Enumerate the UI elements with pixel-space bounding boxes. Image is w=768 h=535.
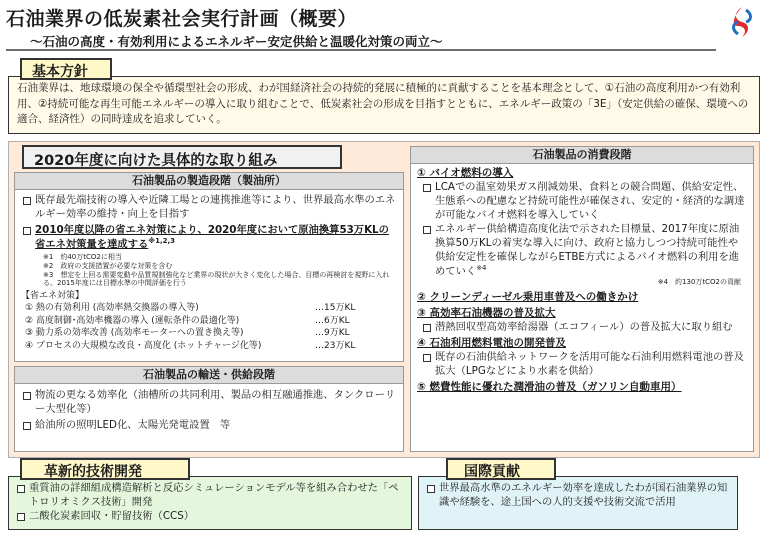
consumption-item-4-heading: ④ 石油利用燃料電池の開発普及 [417,337,567,350]
manufacturing-bullet-2: 2010年度以降の省エネ対策により、2020年度において原油換算53万KLの省エネ対策量を達成する$^{※1,2,3}$ [21,223,397,251]
consumption-item-1-bullet-1: LCAでの温室効果ガス削減効果、食料との競合問題、供給安定性、生態系への配慮など持続可能性が確保され、安定的・経済的な調達が可能なバイオ燃料を導入していく [421,180,747,222]
consumption-header: 石油製品の消費段階 [411,147,753,164]
transport-panel [14,366,404,452]
international-box [418,476,738,530]
consumption-item-3-bullet: 潜熱回収型高効率給湯器（エコフィール）の普及拡大に取り組む [421,320,747,334]
transport-bullet-1: 物流の更なる効率化（油槽所の共同利用、製品の相互融通推進、タンクローリー大型化等） [21,388,397,416]
manufacturing-bullet-1: 既存最先端技術の導入や近隣工場との連携推進等により、世界最高水準のエネルギー効率の維持・向上を目指す [21,193,397,221]
measures-label: 2020年度に向けた具体的な取り組み [22,145,342,169]
consumption-panel [410,146,754,452]
list-item: ① 熱の有効利用 (高効率熱交換器の導入等) …15万KL [25,303,356,314]
international-bullet-1: 世界最高水準のエネルギー効率を達成したわが国石油業界の知識や経験を、途上国への人的支援や技術交流で活用 [425,481,731,509]
transport-bullet-2: 給油所の照明LED化、太陽光発電設置 等 [21,418,397,432]
international-label: 国際貢献 [446,458,556,480]
basic-policy-box [8,76,760,134]
manufacturing-panel [14,172,404,362]
company-logo-icon [724,4,760,40]
basic-policy-label: 基本方針 [20,58,112,80]
innovation-box [8,476,412,530]
consumption-item-1-heading: ① バイオ燃料の導入 [417,167,514,179]
list-item: ② 高度制御･高効率機器の導入 (運転条件の最適化等) …6万KL [25,315,350,326]
consumption-item-5-heading: ⑤ 燃費性能に優れた潤滑油の普及（ガソリン自動車用） [417,381,682,394]
page-subtitle: ～石油の高度・有効利用によるエネルギー安定供給と温暖化対策の両立～ [30,34,443,49]
basic-policy-text: 石油業界は、地球環境の保全や循環型社会の形成、わが国経済社会の持続的発展に積極的に貢献することを基本理念として、①石油の高度利用かつ有効利用、②持続可能な再生可能エネルギーの導入に取り組むことで、低炭素社会の形成を目指すとともに、エネルギー政策の「3E」（安定供給の確保、環境への適合、経済性）の同時達成を追求していく。 [17,82,749,125]
consumption-item-4-bullet: 既存の石油供給ネットワークを活用可能な石油利用燃料電池の普及拡大（LPGなどにより水素を供給） [421,350,747,378]
list-item: ④ プロセスの大規模な改良・高度化 (ホットチャージ化等) …23万KL [25,340,356,351]
page-title: 石油業界の低炭素社会実行計画（概要） [6,8,358,30]
consumption-item-3-heading: ③ 高効率石油機器の普及拡大 [417,307,556,320]
innovation-bullet-2: 二酸化炭素回収・貯留技術（CCS） [15,509,405,523]
consumption-item-2-heading: ② クリーンディーゼル乗用車普及への働きかけ [417,291,639,304]
manufacturing-notes: ※1 約40万tCO2に相当 ※2 政府の支援措置が必要な対策を含む ※3 想定を上回る需要変動や品質規制強化など業界の現状が大きく変化した場合、目標の再検討を視野に入れる。2015年度には目標水準の中間評価を行う [43,253,390,288]
consumption-note: ※4 約130万tCO2の貢献 [657,278,741,287]
consumption-item-1-bullet-2: エネルギー供給構造高度化法で示された目標量、2017年度に原油換算50万KLの着実な導入に向け、政府と協力しつつ持続可能性や供給安定性を確保しながらETBE方式によるバイオ燃料の利用を進めていく$^{※4}$ [421,222,747,278]
innovation-bullet-1: 重質油の詳細組成構造解析と反応シミュレーションモデル等を組み合わせた「ペトロリオミクス技術」開発 [15,481,405,509]
header-divider [6,49,716,51]
innovation-label: 革新的技術開発 [20,458,190,480]
transport-header: 石油製品の輸送・供給段階 [15,367,403,384]
energy-measures-heading: 【省エネ対策】 [21,290,85,301]
list-item: ③ 動力系の効率改善 (高効率モーターへの置き換え等) …9万KL [25,328,350,339]
manufacturing-header: 石油製品の製造段階（製油所） [15,173,403,190]
energy-measures-list [21,302,397,352]
